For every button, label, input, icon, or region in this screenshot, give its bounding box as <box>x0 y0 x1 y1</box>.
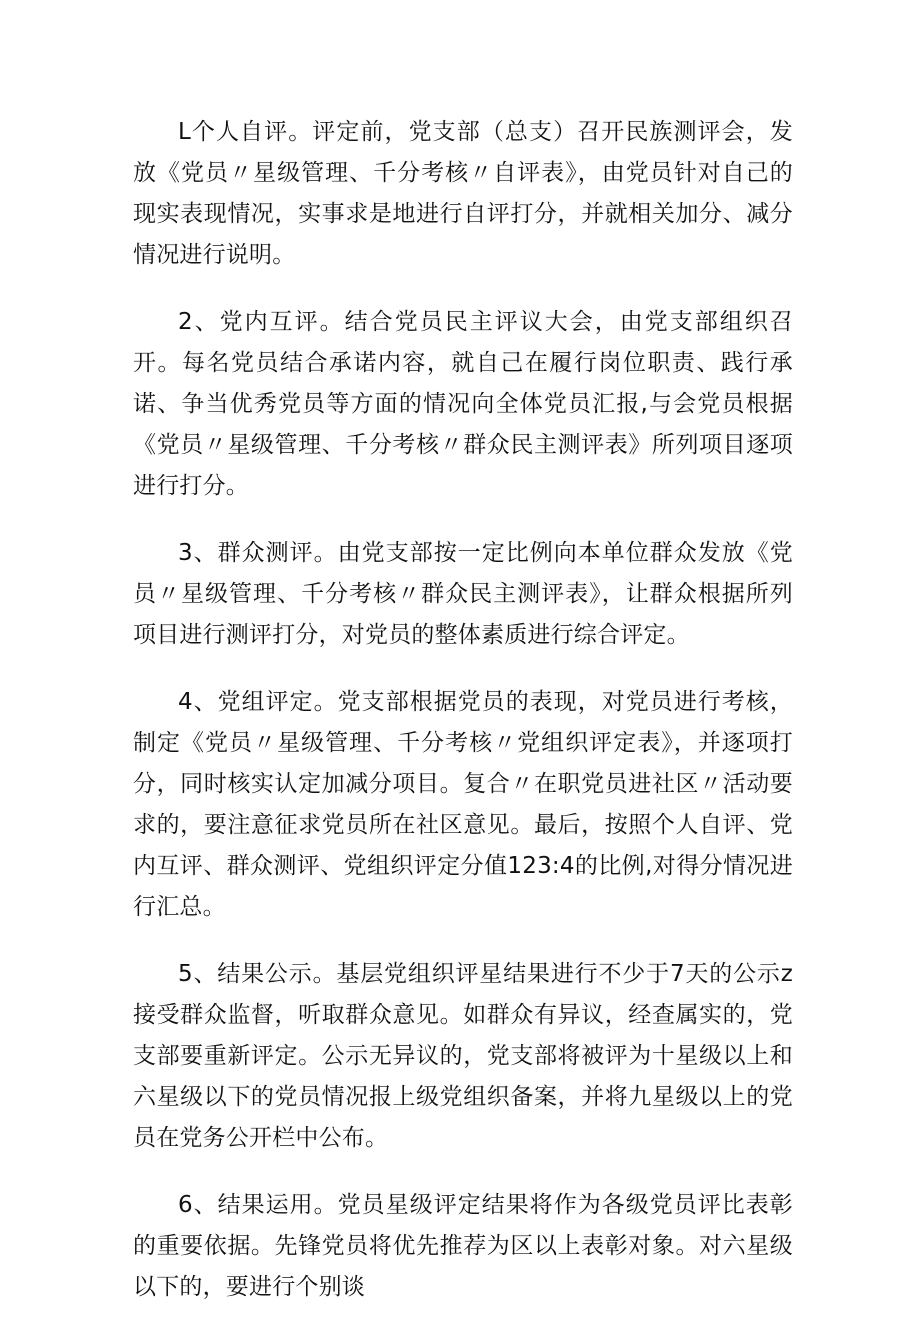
paragraph-party-group-evaluation: 4、党组评定。党支部根据党员的表现，对党员进行考核，制定《党员〃星级管理、千分考核〃党组织评定表》，并逐项打分，同时核实认定加减分项目。复合〃在职党员进社区〃活动要求的，要注意征求党员所在社区意见。最后，按照个人自评、党内互评、群众测评、党组织评定分值123:4的比例,对得分情况进行汇总。 <box>133 689 793 920</box>
paragraph-self-evaluation: L个人自评。评定前，党支部（总支）召开民族测评会，发放《党员〃星级管理、千分考核〃自评表》，由党员针对自己的现实表现情况，实事求是地进行自评打分，并就相关加分、减分情况进行说明。 <box>133 119 793 268</box>
paragraph-result-application: 6、结果运用。党员星级评定结果将作为各级党员评比表彰的重要依据。先锋党员将优先推荐为区以上表彰对象。对六星级以下的，要进行个别谈 <box>133 1192 793 1300</box>
document-body <box>133 112 793 1334</box>
paragraph-peer-evaluation: 2、党内互评。结合党员民主评议大会，由党支部组织召开。每名党员结合承诺内容，就自己在履行岗位职责、践行承诺、争当优秀党员等方面的情况向全体党员汇报,与会党员根据《党员〃星级管理、千分考核〃群众民主测评表》所列项目逐项进行打分。 <box>133 309 793 499</box>
paragraph-result-publicity: 5、结果公示。基层党组织评星结果进行不少于7天的公示z接受群众监督，听取群众意见。如群众有异议，经查属实的，党支部要重新评定。公示无异议的，党支部将被评为十星级以上和六星级以下的党员情况报上级党组织备案，并将九星级以上的党员在党务公开栏中公布。 <box>133 961 793 1151</box>
paragraph-public-evaluation: 3、群众测评。由党支部按一定比例向本单位群众发放《党员〃星级管理、千分考核〃群众民主测评表》，让群众根据所列项目进行测评打分，对党员的整体素质进行综合评定。 <box>133 540 793 648</box>
